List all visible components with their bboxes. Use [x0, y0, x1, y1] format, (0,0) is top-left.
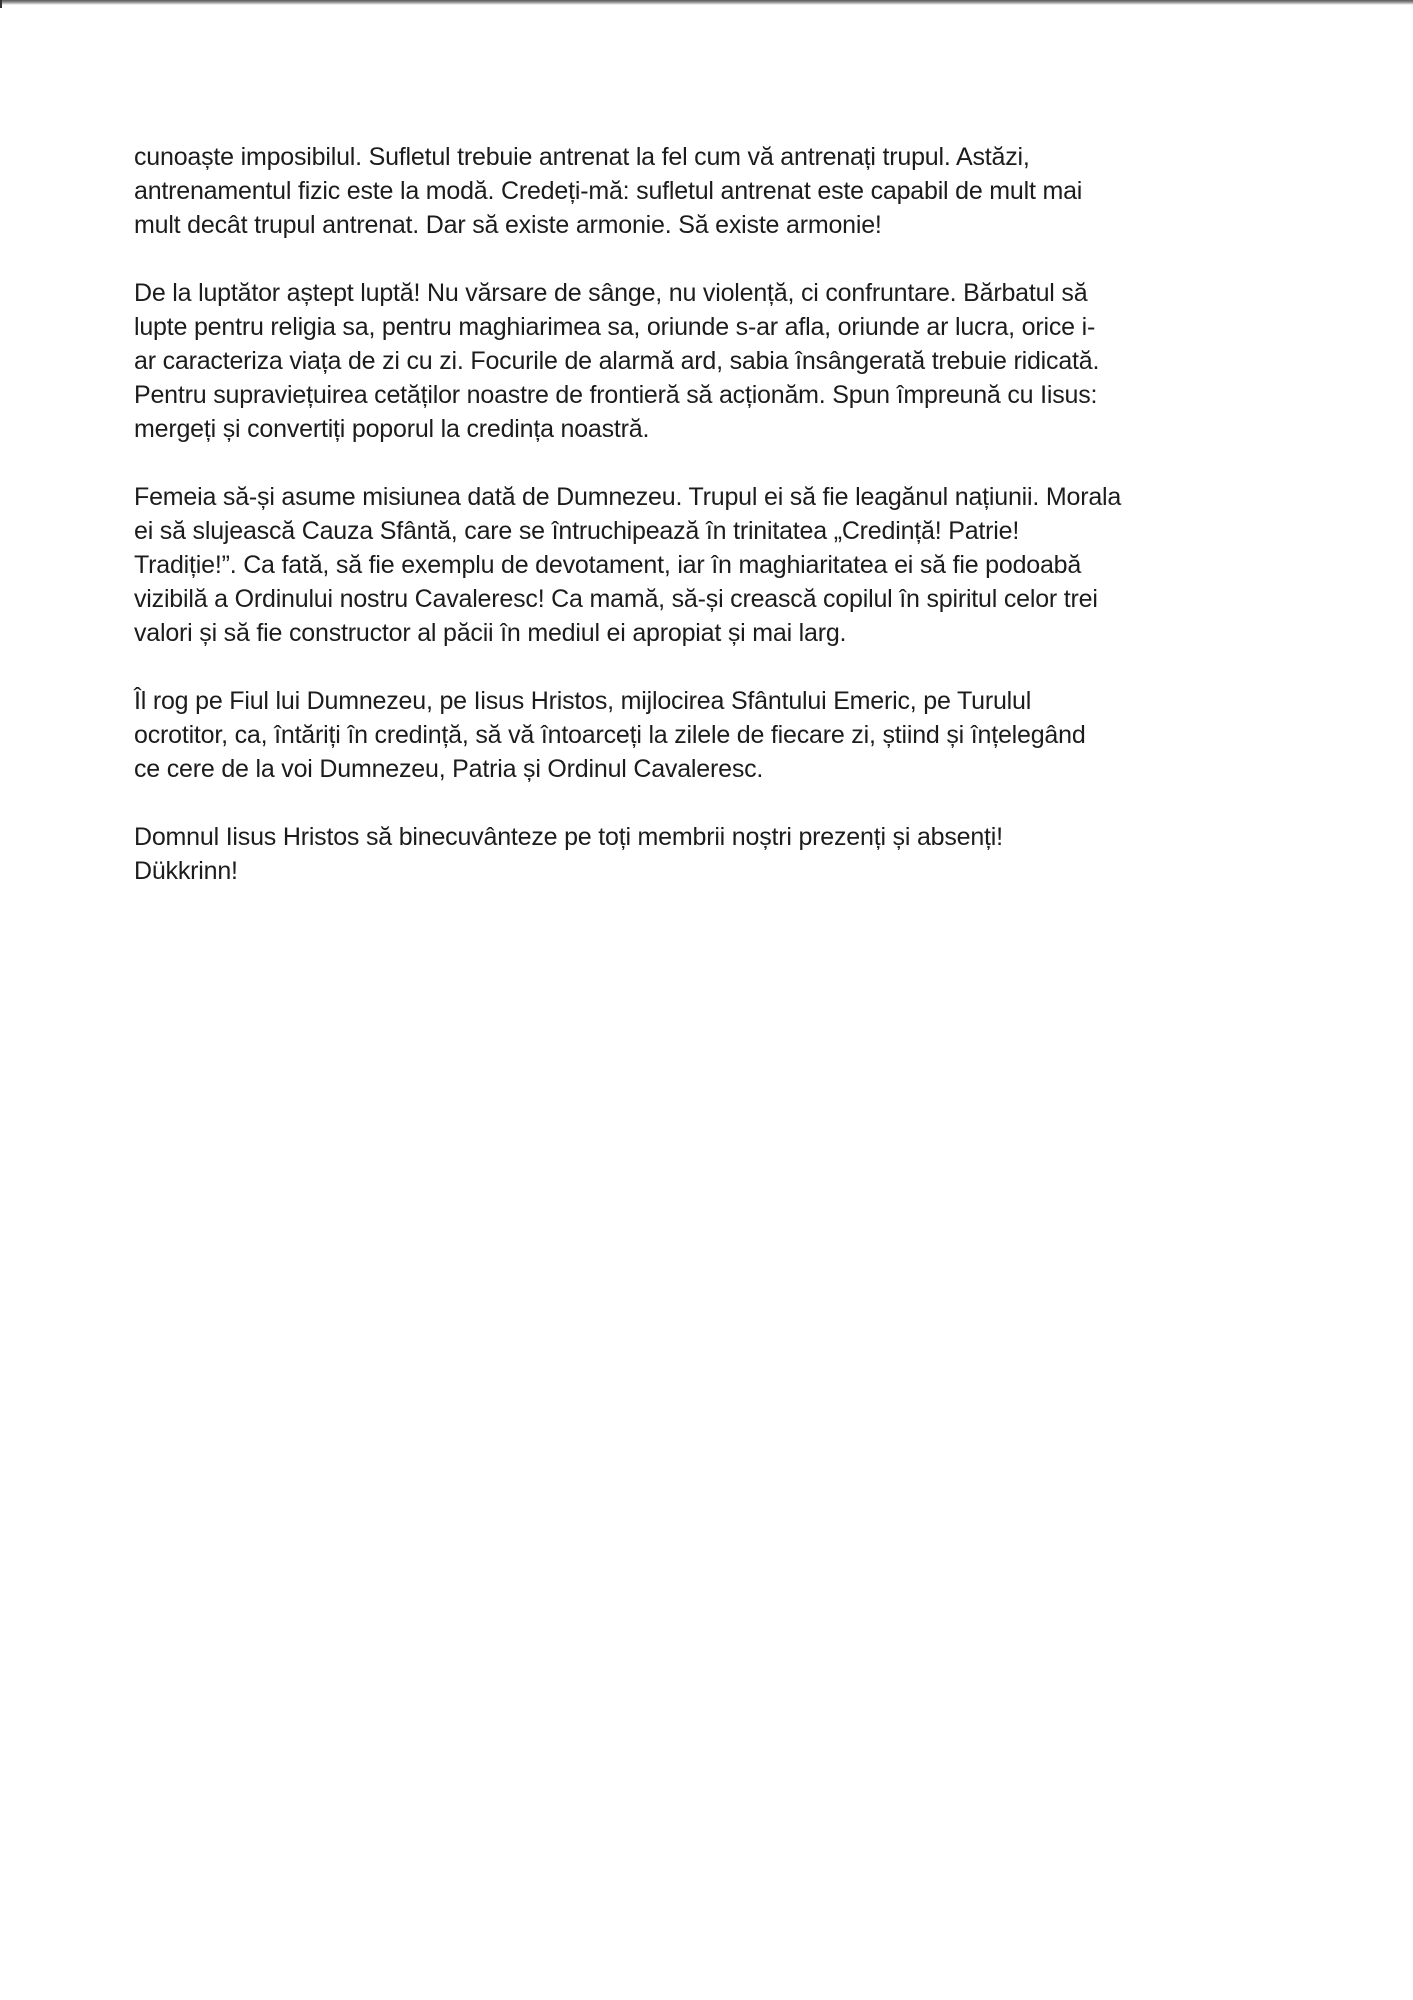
paragraph-3: [134, 480, 1274, 650]
scan-left-mark: [0, 0, 2, 8]
text-line: ocrotitor, ca, întăriți în credință, să vă întoarceți la zilele de fiecare zi, știind și înțelegând: [134, 721, 1086, 749]
text-line: ar caracteriza viața de zi cu zi. Focurile de alarmă ard, sabia însângerată trebuie ridicată.: [134, 347, 1100, 375]
text-line: mult decât trupul antrenat. Dar să existe armonie. Să existe armonie!: [134, 211, 882, 239]
paragraph-4: [134, 684, 1274, 786]
text-line: De la luptător aștept luptă! Nu vărsare de sânge, nu violență, ci confruntare. Bărbatul să: [134, 279, 1088, 307]
text-line: vizibilă a Ordinului nostru Cavaleresc! Ca mamă, să-și crească copilul în spiritul celor trei: [134, 585, 1098, 613]
text-line: valori și să fie constructor al păcii în mediul ei apropiat și mai larg.: [134, 619, 847, 647]
text-line: Dükkrinn!: [134, 857, 238, 885]
paragraph-1: [134, 140, 1274, 242]
text-line: lupte pentru religia sa, pentru maghiarimea sa, oriunde s-ar afla, oriunde ar lucra, orice i-: [134, 313, 1096, 341]
paragraph-2: [134, 276, 1274, 446]
document-body: [134, 140, 1274, 922]
scan-top-edge: [0, 0, 1413, 5]
text-line: antrenamentul fizic este la modă. Credeți-mă: sufletul antrenat este capabil de mult mai: [134, 177, 1083, 205]
text-line: mergeți și convertiți poporul la credința noastră.: [134, 415, 650, 443]
text-line: cunoaște imposibilul. Sufletul trebuie antrenat la fel cum vă antrenați trupul. Astăzi,: [134, 143, 1030, 171]
text-line: Pentru supraviețuirea cetăților noastre de frontieră să acționăm. Spun împreună cu Iisus:: [134, 381, 1098, 409]
text-line: ei să slujească Cauza Sfântă, care se întruchipează în trinitatea „Credință! Patrie!: [134, 517, 1020, 545]
text-line: Femeia să-și asume misiunea dată de Dumnezeu. Trupul ei să fie leagănul națiunii. Morala: [134, 483, 1122, 511]
text-line: Domnul Iisus Hristos să binecuvânteze pe toți membrii noștri prezenți și absenți!: [134, 823, 1003, 851]
text-line: ce cere de la voi Dumnezeu, Patria și Ordinul Cavaleresc.: [134, 755, 764, 783]
paragraph-5: [134, 820, 1274, 888]
text-line: Tradiție!”. Ca fată, să fie exemplu de devotament, iar în maghiaritatea ei să fie podoabă: [134, 551, 1082, 579]
text-line: Îl rog pe Fiul lui Dumnezeu, pe Iisus Hristos, mijlocirea Sfântului Emeric, pe Turulul: [134, 687, 1032, 715]
